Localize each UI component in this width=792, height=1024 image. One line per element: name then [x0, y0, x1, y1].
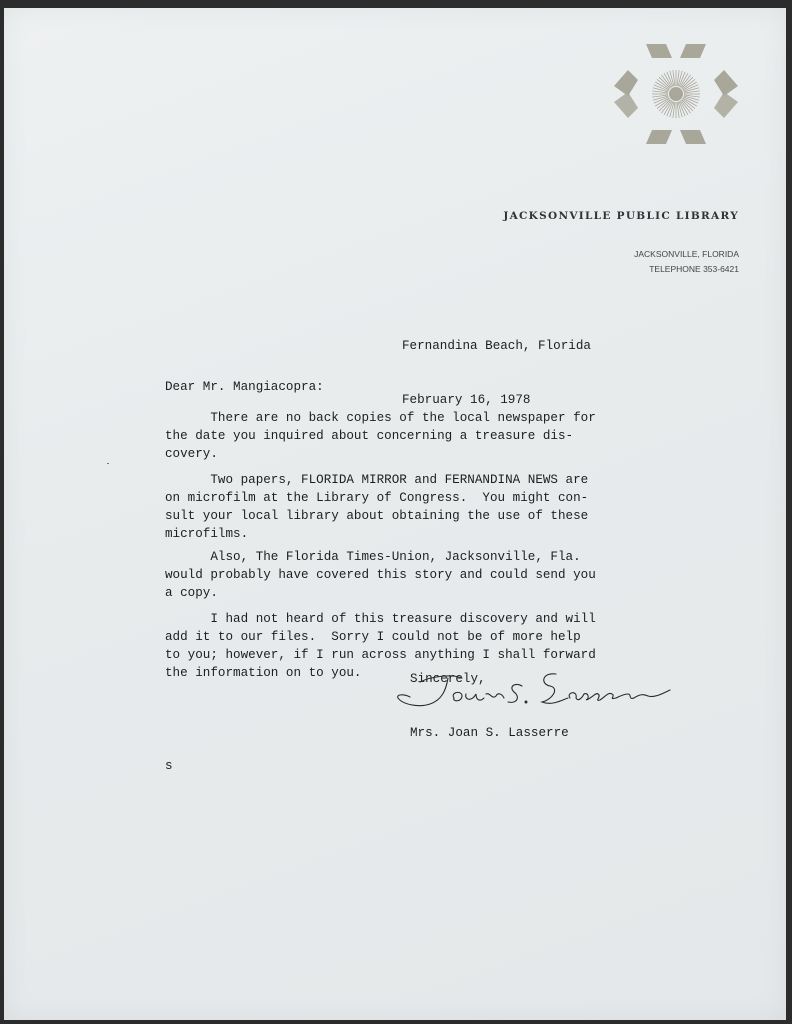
body-paragraph: I had not heard of this treasure discovery and will add it to our files. Sorry I could not be of more help to you; however, if I run across anything I shall forward the information on to you.: [165, 612, 596, 680]
sunburst-hexagon-logo-icon: [614, 38, 738, 150]
letterhead-organization: JACKSONVILLE PUBLIC LIBRARY: [503, 210, 739, 222]
closing: Sincerely,: [410, 672, 486, 686]
letterhead-address: [634, 247, 739, 277]
letterhead-city: JACKSONVILLE, FLORIDA: [634, 249, 739, 259]
letterhead-telephone: TELEPHONE 353-6421: [649, 264, 739, 274]
letter-page: [4, 8, 786, 1020]
typist-initial: s: [165, 759, 173, 773]
body-paragraph: There are no back copies of the local newspaper for the date you inquired about concerning a treasure dis- covery.: [165, 411, 596, 461]
paper-speck: [107, 463, 109, 464]
body-paragraph: Also, The Florida Times-Union, Jacksonville, Fla. would probably have covered this story and could send you a copy.: [165, 550, 596, 600]
dateline-place: Fernandina Beach, Florida: [402, 339, 591, 353]
dateline-date: February 16, 1978: [402, 393, 531, 407]
handwritten-signature: [392, 664, 674, 716]
salutation: Dear Mr. Mangiacopra:: [165, 380, 324, 394]
signer-name: Mrs. Joan S. Lasserre: [410, 726, 569, 740]
body-paragraph: Two papers, FLORIDA MIRROR and FERNANDINA NEWS are on microfilm at the Library of Congress. You might con- sult your local library about obtaining the use of these microfilms.: [165, 473, 589, 541]
